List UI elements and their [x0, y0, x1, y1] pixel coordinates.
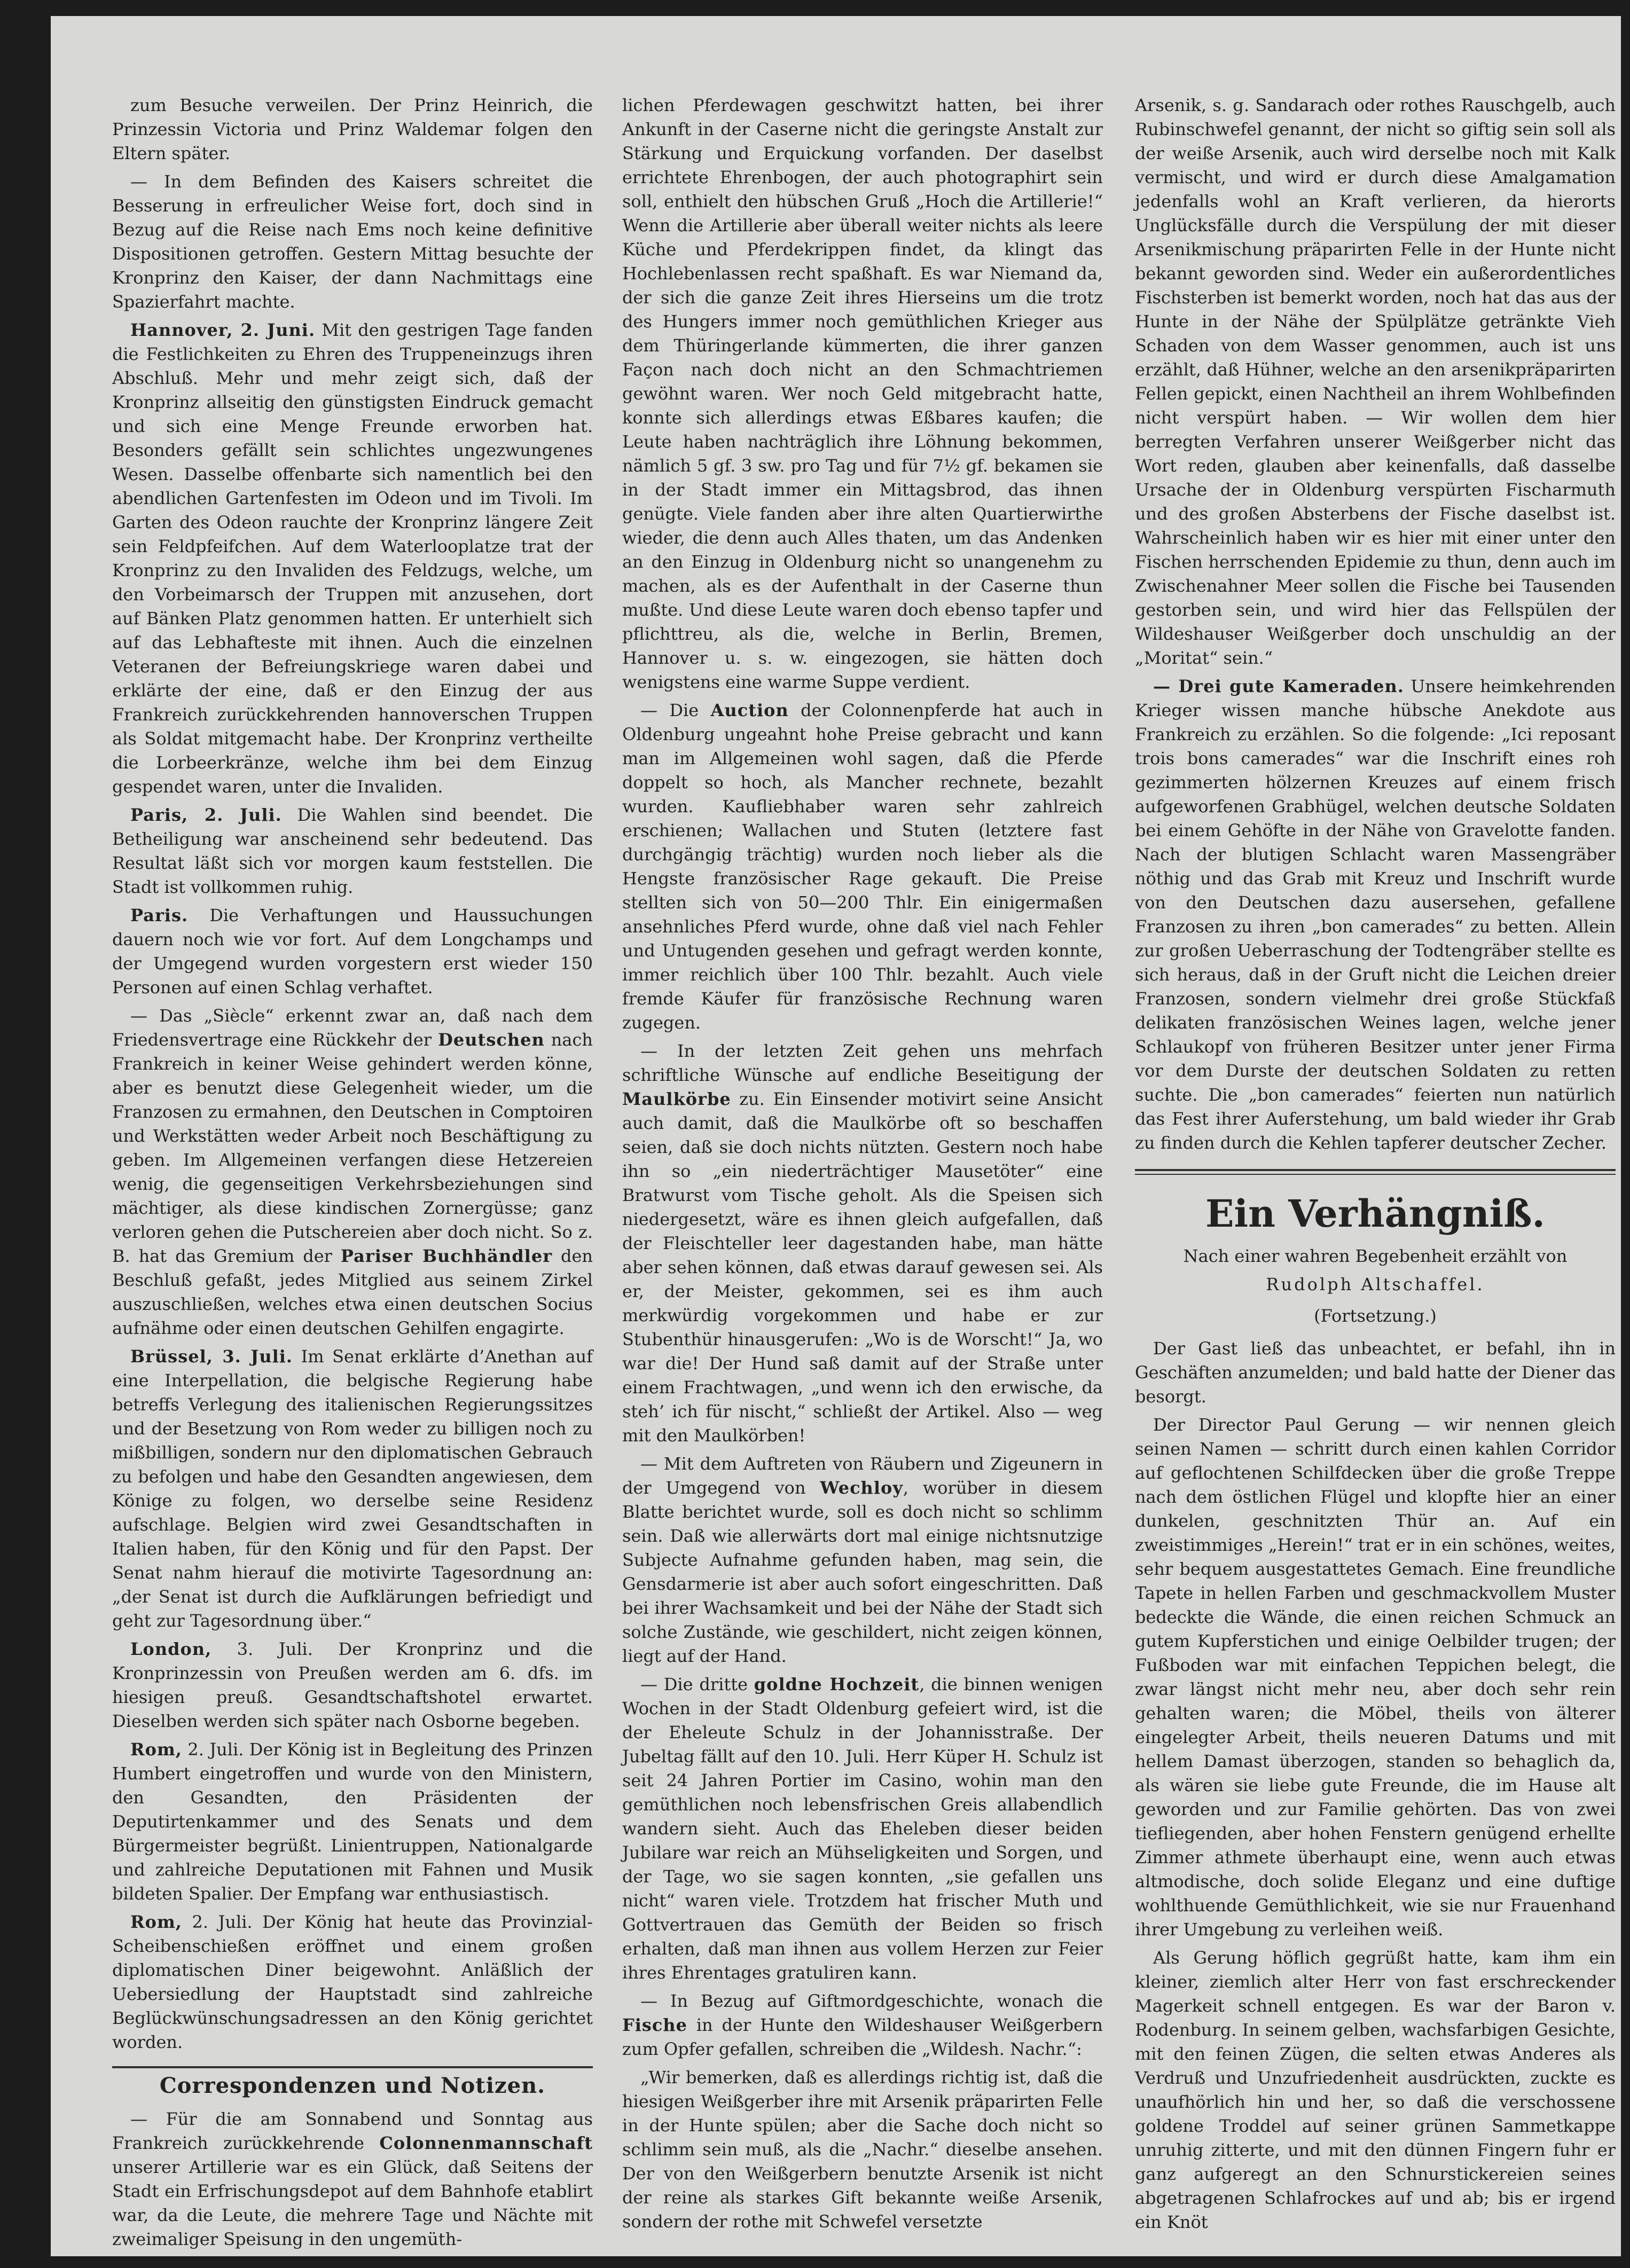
- dateline-paris-2: Paris.: [130, 905, 189, 925]
- article-hochzeit: — Die dritte goldne Hochzeit, die binnen wenigen Wochen in der Stadt Oldenburg gefeiert wird, ist die der Eheleute Schulz in der Johannisstraße. Der Jubeltag fällt auf den 10. Juli. Herr Küper H. Schulz ist seit 24 Jahren Portier im Casino, wohin man den gemüthlichen noch lebensfrischen Greis allabendlich wandern sieht. Auch das Eheleben dieser beiden Jubilare war reich an Mühseligkeiten und Sorgen, und der Tage, wo sie sagen konnten, „sie gefallen uns nicht“ waren viele. Trotzdem hat frischer Muth und Gottvertrauen das Gemüth der Beiden so frisch erhalten, daß man ihnen aus vollem Herzen zur Feier ihres Ehrentages gratuliren kann.: [622, 1674, 1103, 1983]
- article-rom-1: Rom, 2. Juli. Der König ist in Begleitung des Prinzen Humbert eingetroffen und wurde von den Ministern, den Gesandten, den Präsidenten der Deputirtenkammer und des Senats und dem Bürgermeister begrüßt. Linientruppen, Nationalgarde und zahlreiche Deputationen mit Fahnen und Musik bildeten Spalier. Der Empfang war enthusiastisch.: [112, 1739, 593, 1904]
- article-london: London, 3. Juli. Der Kronprinz und die Kronprinzessin von Preußen werden am 6. dfs. im hiesigen preuß. Gesandtschaftshotel erwartet. Dieselben werden sich später nach Osborne begeben.: [112, 1639, 593, 1731]
- article-auction: — Die Auction der Colonnenpferde hat auch in Oldenburg ungeahnt hohe Preise gebracht und kann man im Allgemeinen wohl sagen, daß die Pferde doppelt so hoch, als Mancher rechnete, bezahlt wurden. Kaufliebhaber waren sehr zahlreich erschienen; Wallachen und Stuten (letztere fast durchgängig trächtig) wurden noch lieber als die Hengste französischer Rage gekauft. Die Preise stellten sich von 50—200 Thlr. Ein einigermaßen ansehnliches Pferd wurde, ohne daß viel nach Fehler und Untugenden gesehen und gefragt werden konnte, immer reichlich über 100 Thlr. bezahlt. Auch viele fremde Käufer für französische Rechnung waren zugegen.: [622, 700, 1103, 1033]
- story-subtitle: Nach einer wahren Begebenheit erzählt von: [1183, 1246, 1568, 1266]
- article-wechloy: — Mit dem Auftreten von Räubern und Zigeunern in der Umgegend von Wechloy, worüber in diesem Blatte berichtet wurde, soll es doch nicht so schlimm sein. Daß wie allerwärts dort mal einige nichtsnutzige Subjecte Aufnahme gefunden haben, mag sein, die Gensdarmerie ist aber auch sofort eingeschritten. Daß bei ihrer Wachsamkeit und bei der Nähe der Stadt sich solche Zustände, wie geschildert, nicht zeigen können, liegt auf der Hand.: [622, 1454, 1103, 1666]
- article-kameraden: — Drei gute Kameraden. Unsere heimkehrenden Krieger wissen manche hübsche Anekdote aus Frankreich zu erzählen. So die folgende: „Ici reposant trois bons camerades“ war die Inschrift eines roh gezimmerten hölzernen Kreuzes auf einem frisch aufgeworfenen Grabhügel, welchen deutsche Soldaten bei einem Gehöfte in der Nähe von Gravelotte fanden. Nach der blutigen Schlacht waren Massengräber nöthig und das Grab mit Kreuz und Inschrift wurde von den Deutschen dazu ausersehen, gefallene Franzosen zu ihren „bon camerades“ zu betten. Allein zur großen Ueberraschung der Todtengräber stellte es sich heraus, daß in der Gruft nicht die Leichen dreier Franzosen, sondern vielmehr drei große Stückfaß delikaten französischen Weines lagen, welche jener Schlaukopf von früheren Besitzer unter jener Firma vor dem Durste der deutschen Soldaten zu retten suchte. Die „bon camerades“ feierten nun natürlich das Fest ihrer Auferstehung, um bald wieder ihr Grab zu finden durch die Kehlen tapferer deutscher Zecher.: [1135, 676, 1616, 1153]
- article-fische: — In Bezug auf Giftmordgeschichte, wonach die Fische in der Hunte den Wildeshauser Weißgerbern zum Opfer gefallen, schreiben die „Wildesh. Nachr.“:: [622, 1991, 1103, 2059]
- dateline-rom-1: Rom,: [130, 1739, 182, 1760]
- story-paragraph-1: Der Gast ließ das unbeachtet, er befahl, ihn in Geschäften anzumelden; und bald hatte der Diener das besorgt.: [1135, 1338, 1616, 1407]
- column-3: [1135, 93, 1616, 2239]
- article-prince-family: zum Besuche verweilen. Der Prinz Heinrich, die Prinzessin Victoria und Prinz Waldemar folgen den Eltern später.: [112, 95, 593, 163]
- story-author: Rudolph Altschaffel.: [1266, 1274, 1485, 1294]
- article-paris-arrests: Paris. Die Verhaftungen und Haussuchungen dauern noch wie vor fort. Auf dem Longchamps und der Umgegend wurden vorgestern erst wieder 150 Personen auf einen Schlag verhaftet.: [112, 905, 593, 998]
- dateline-london: London,: [130, 1639, 212, 1659]
- story-title: Ein Verhängniß.: [1205, 1191, 1545, 1236]
- article-emperor-health: — In dem Befinden des Kaisers schreitet die Besserung in erfreulicher Weise fort, doch sind in Bezug auf die Reise nach Ems noch keine definitive Dispositionen getroffen. Gestern Mittag besuchte der Kronprinz den Kaiser, der dann Nachmittags eine Spazierfahrt machte.: [112, 171, 593, 312]
- article-colonnen-cont: lichen Pferdewagen geschwitzt hatten, bei ihrer Ankunft in der Caserne nicht die geringste Anstalt zur Stärkung und Erquickung vorfanden. Der daselbst errichtete Ehrenbogen, der auch photographirt sein soll, enthielt den hübschen Gruß „Hoch die Artillerie!“ Wenn die Artillerie aber überall weiter nichts als leere Küche und Pferdekrippen findet, da klingt das Hochlebenlassen recht spaßhaft. Es war Niemand da, der sich die ganze Zeit ihres Hierseins um die trotz des Hungers immer noch gemüthlichen Krieger aus dem Thüringerlande kümmerten, die ihrer ganzen Façon nach doch nicht an den Schmachtriemen gewöhnt waren. Wer noch Geld mitgebracht hatte, konnte sich allerdings etwas Eßbares kaufen; die Leute haben nachträglich ihre Löhnung bekommen, nämlich 5 gf. 3 sw. pro Tag und für 7½ gf. bekamen sie in der Stadt immer ein Mittagsbrod, das ihnen genügte. Viele fanden aber ihre alten Quartierwirthe wieder, die denn auch Alles thaten, um das Andenken an den Einzug in Oldenburg nicht so unangenehm zu machen, als es der Aufenthalt in der Caserne thun mußte. Und diese Leute waren doch ebenso tapfer und pflichttreu, als die, welche in Berlin, Bremen, Hannover u. s. w. eingezogen, sie hätten doch wenigstens eine warme Suppe verdient.: [622, 95, 1103, 692]
- article-rom-2: Rom, 2. Juli. Der König hat heute das Provinzial-Scheibenschießen eröffnet und einem großen diplomatischen Diner beigewohnt. Anläßlich der Uebersiedlung der Hauptstadt sind zahlreiche Beglückwünschungsadressen an den König gerichtet worden.: [112, 1912, 593, 2052]
- dateline-rom-2: Rom,: [130, 1912, 182, 1932]
- dateline-bruessel: Brüssel, 3. Juli.: [130, 1346, 293, 1367]
- article-arsenik-cont: Arsenik, s. g. Sandarach oder rothes Rauschgelb, auch Rubinschwefel genannt, der nicht so giftig sein soll als der weiße Arsenik, auch wird derselbe noch mit Kalk vermischt, und wird er durch diese Amalgamation jedenfalls wohl an Kraft verlieren, da hierorts Unglücksfälle durch die Verspülung der mit dieser Arsenikmischung präparirten Felle in der Hunte nicht bekannt geworden sind. Weder ein außerordentliches Fischsterben ist bemerkt worden, noch hat das aus der Hunte in der Nähe der Spülplätze getränkte Vieh Schaden von dem Wasser genommen, auch ist uns erzählt, daß Hühner, welche an den arsenikpräparirten Fellen gepickt, einen Nachtheil an ihrem Wohlbefinden nicht verspürt haben. — Wir wollen dem hier berregten Verfahren unserer Weißgerber nicht das Wort reden, glauben aber keinenfalls, daß dasselbe Ursache der in Oldenburg verspürten Fischarmuth und des großen Absterbens der Fische daselbst ist. Wahrscheinlich haben wir es hier mit einer unter den Fischen herrschenden Epidemie zu thun, denn auch im Zwischenahner Meer sollen die Fische bei Tausenden gestorben sein, und wird hier das Fellspülen der Wildeshauser Weißgerber doch unschuldig an der „Moritat“ sein.“: [1135, 95, 1616, 668]
- article-paris-elections: Paris, 2. Juli. Die Wahlen sind beendet. Die Betheiligung war anscheinend sehr bedeutend. Das Resultat läßt sich vor morgen kaum feststellen. Die Stadt ist vollkommen ruhig.: [112, 805, 593, 897]
- column-1: [112, 93, 593, 2256]
- feuilleton-divider: [1135, 1169, 1616, 1175]
- article-maulkoerbe: — In der letzten Zeit gehen uns mehrfach schriftliche Wünsche auf endliche Beseitigung der Maulkörbe zu. Ein Einsender motivirt seine Ansicht auch damit, daß die Maulkörbe oft so beschaffen seien, daß sie doch nichts nützten. Gestern noch habe ihn so „ein niederträchtiger Mausetöter“ eine Bratwurst vom Tische geholt. Als die Speisen sich niedergesetzt, wäre es ihnen gleich aufgefallen, daß der Fleischteller leer dagestanden habe, man hätte aber sehen können, daß etwas darauf gewesen sei. Als er, der Meister, gekommen, sei es ihm auch merkwürdig vorgekommen und habe er zur Stubenthür hinausgerufen: „Wo is de Worscht!“ Ja, wo war die! Der Hund saß damit auf der Straße unter einem Frachtwagen, „und wenn ich den erwische, da steh’ ich für nischt,“ schließt der Artikel. Also — weg mit den Maulkörben!: [622, 1041, 1103, 1446]
- section-heading: Correspondenzen und Notizen.: [159, 2073, 546, 2098]
- article-siecle: — Das „Siècle“ erkennt zwar an, daß nach dem Friedensvertrage eine Rückkehr der Deutschen nach Frankreich in keiner Weise gehindert werden könne, aber es benutzt diese Gelegenheit wieder, um die Franzosen zu ermahnen, den Deutschen in Comptoiren und Werkstätten weder Arbeit noch Beschäftigung zu geben. Im Allgemeinen verfangen diese Hetzereien wenig, die gegenseitigen Verkehrsbeziehungen sind mächtiger, als diese kindischen Zornergüsse; ganz verloren gehen die Putschereien aber doch nicht. So z. B. hat das Gremium der Pariser Buchhändler den Beschluß gefaßt, jedes Mitglied aus seinem Zirkel auszuschließen, welches etwa einen deutschen Socius aufnähme oder einen deutschen Gehilfen engagirte.: [112, 1006, 593, 1338]
- article-bruessel: Brüssel, 3. Juli. Im Senat erklärte d’Anethan auf eine Interpellation, die belgische Regierung habe betreffs Verlegung des italienischen Regierungssitzes und der Besetzung von Rom weder zu billigen noch zu mißbilligen, sondern nur den diplomatischen Gebrauch zu befolgen und habe den Gesandten angewiesen, dem Könige zu folgen, wo derselbe seine Residenz aufschlage. Belgien wird zwei Gesandtschaften in Italien haben, für den König und für den Papst. Der Senat nahm hierauf die motivirte Tagesordnung an: „der Senat ist durch die Aufklärungen befriedigt und geht zur Tagesordnung über.“: [112, 1346, 593, 1631]
- story-paragraph-3: Als Gerung höflich gegrüßt hatte, kam ihm ein kleiner, ziemlich alter Herr von fast erschreckender Magerkeit schnell entgegen. Es war der Baron v. Rodenburg. In seinem gelben, wachsfarbigen Gesichte, mit den feinen Zügen, die selten etwas Anderes als Verdruß und Unzufriedenheit ausdrückten, zuckte es unaufhörlich hin und her, so daß die verschossene goldene Troddel auf seiner grünen Sammetkappe unruhig zitterte, und mit den dünnen Fingern fuhr er ganz aufgeregt an den Schnurstickereien seines abgetragenen Schlafrockes auf und ab; bis er irgend ein Knöt: [1135, 1948, 1616, 2232]
- newspaper-page: [51, 16, 1621, 2256]
- story-continuation: (Fortsetzung.): [1314, 1306, 1437, 1326]
- dateline-hannover: Hannover, 2. Juni.: [130, 320, 316, 340]
- column-2: [622, 93, 1103, 2238]
- kameraden-heading: — Drei gute Kameraden.: [1153, 676, 1404, 696]
- article-fische-quote: „Wir bemerken, daß es allerdings richtig ist, daß die hiesigen Weißgerber ihre mit Arsenik präparirten Felle in der Hunte spülen; aber die Sache doch nicht so schlimm sein muß, als die „Nachr.“ dieselbe ansehen. Der von den Weißgerbern benutzte Arsenik ist nicht der reine als starkes Gift bekannte weiße Arsenik, sondern der rothe mit Schwefel versetzte: [622, 2067, 1103, 2232]
- article-colonnen: — Für die am Sonnabend und Sonntag aus Frankreich zurückkehrende Colonnenmannschaft unserer Artillerie war es ein Glück, daß Seitens der Stadt ein Erfrischungsdepot auf dem Bahnhofe etablirt war, da die Leute, die mehrere Tage und Nächte mit zweimaliger Speisung in den ungemüth-: [112, 2109, 593, 2249]
- section-divider: [112, 2066, 593, 2068]
- article-hannover: Hannover, 2. Juni. Mit den gestrigen Tage fanden die Festlichkeiten zu Ehren des Truppeneinzugs ihren Abschluß. Mehr und mehr zeigt sich, daß der Kronprinz allseitig den günstigsten Eindruck gemacht und sich eine Menge Freunde erworben hat. Besonders gefällt sein schlichtes ungezwungenes Wesen. Dasselbe offenbarte sich namentlich bei den abendlichen Gartenfesten im Odeon und im Tivoli. Im Garten des Odeon rauchte der Kronprinz längere Zeit sein Feldpfeifchen. Auf dem Waterlooplatze trat der Kronprinz zu den Invaliden des Feldzugs, welche, um den Vorbeimarsch der Truppen mit anzusehen, dort auf Bänken Platz genommen hatten. Er unterhielt sich auf das Lebhafteste mit ihnen. Auch die einzelnen Veteranen der Befreiungskriege waren dabei und erklärte der eine, daß er den Einzug der aus Frankreich zurückkehrenden hannoverschen Truppen als Soldat mitgemacht habe. Der Kronprinz vertheilte die Lorbeerkränze, welche ihm bei dem Einzug gespendet waren, unter die Invaliden.: [112, 320, 593, 797]
- story-paragraph-2: Der Director Paul Gerung — wir nennen gleich seinen Namen — schritt durch einen kahlen Corridor auf geflochtenen Schilfdecken über die große Treppe nach dem östlichen Flügel und klopfte hier an einer dunkelen, geschnitzten Thür an. Auf ein zweistimmiges „Herein!“ trat er in ein schönes, weites, sehr bequem ausgestattetes Gemach. Eine freundliche Tapete in hellen Farben und geschmackvollem Muster bedeckte die Wände, die einen reichen Schmuck an gutem Kupferstichen und einige Oelbilder trugen; der Fußboden war mit einfachen Teppichen belegt, die zwar längst nicht mehr neu, aber doch sehr rein gehalten waren; die Möbel, theils von älterer eingelegter Arbeit, theils neueren Datums und mit hellem Damast überzogen, standen so behaglich da, als wären sie liebe gute Freunde, die im Hause alt geworden und zur Familie gehörten. Das von zwei tiefliegenden, aber hohen Fenstern genügend erhellte Zimmer athmete überhaupt eine, wenn auch etwas altmodische, doch solide Eleganz und eine duftige wohlthuende Gemüthlichkeit, wie sie nur Frauenhand ihrer Umgebung zu verleihen weiß.: [1135, 1415, 1616, 1940]
- dateline-paris-1: Paris, 2. Juli.: [130, 805, 282, 825]
